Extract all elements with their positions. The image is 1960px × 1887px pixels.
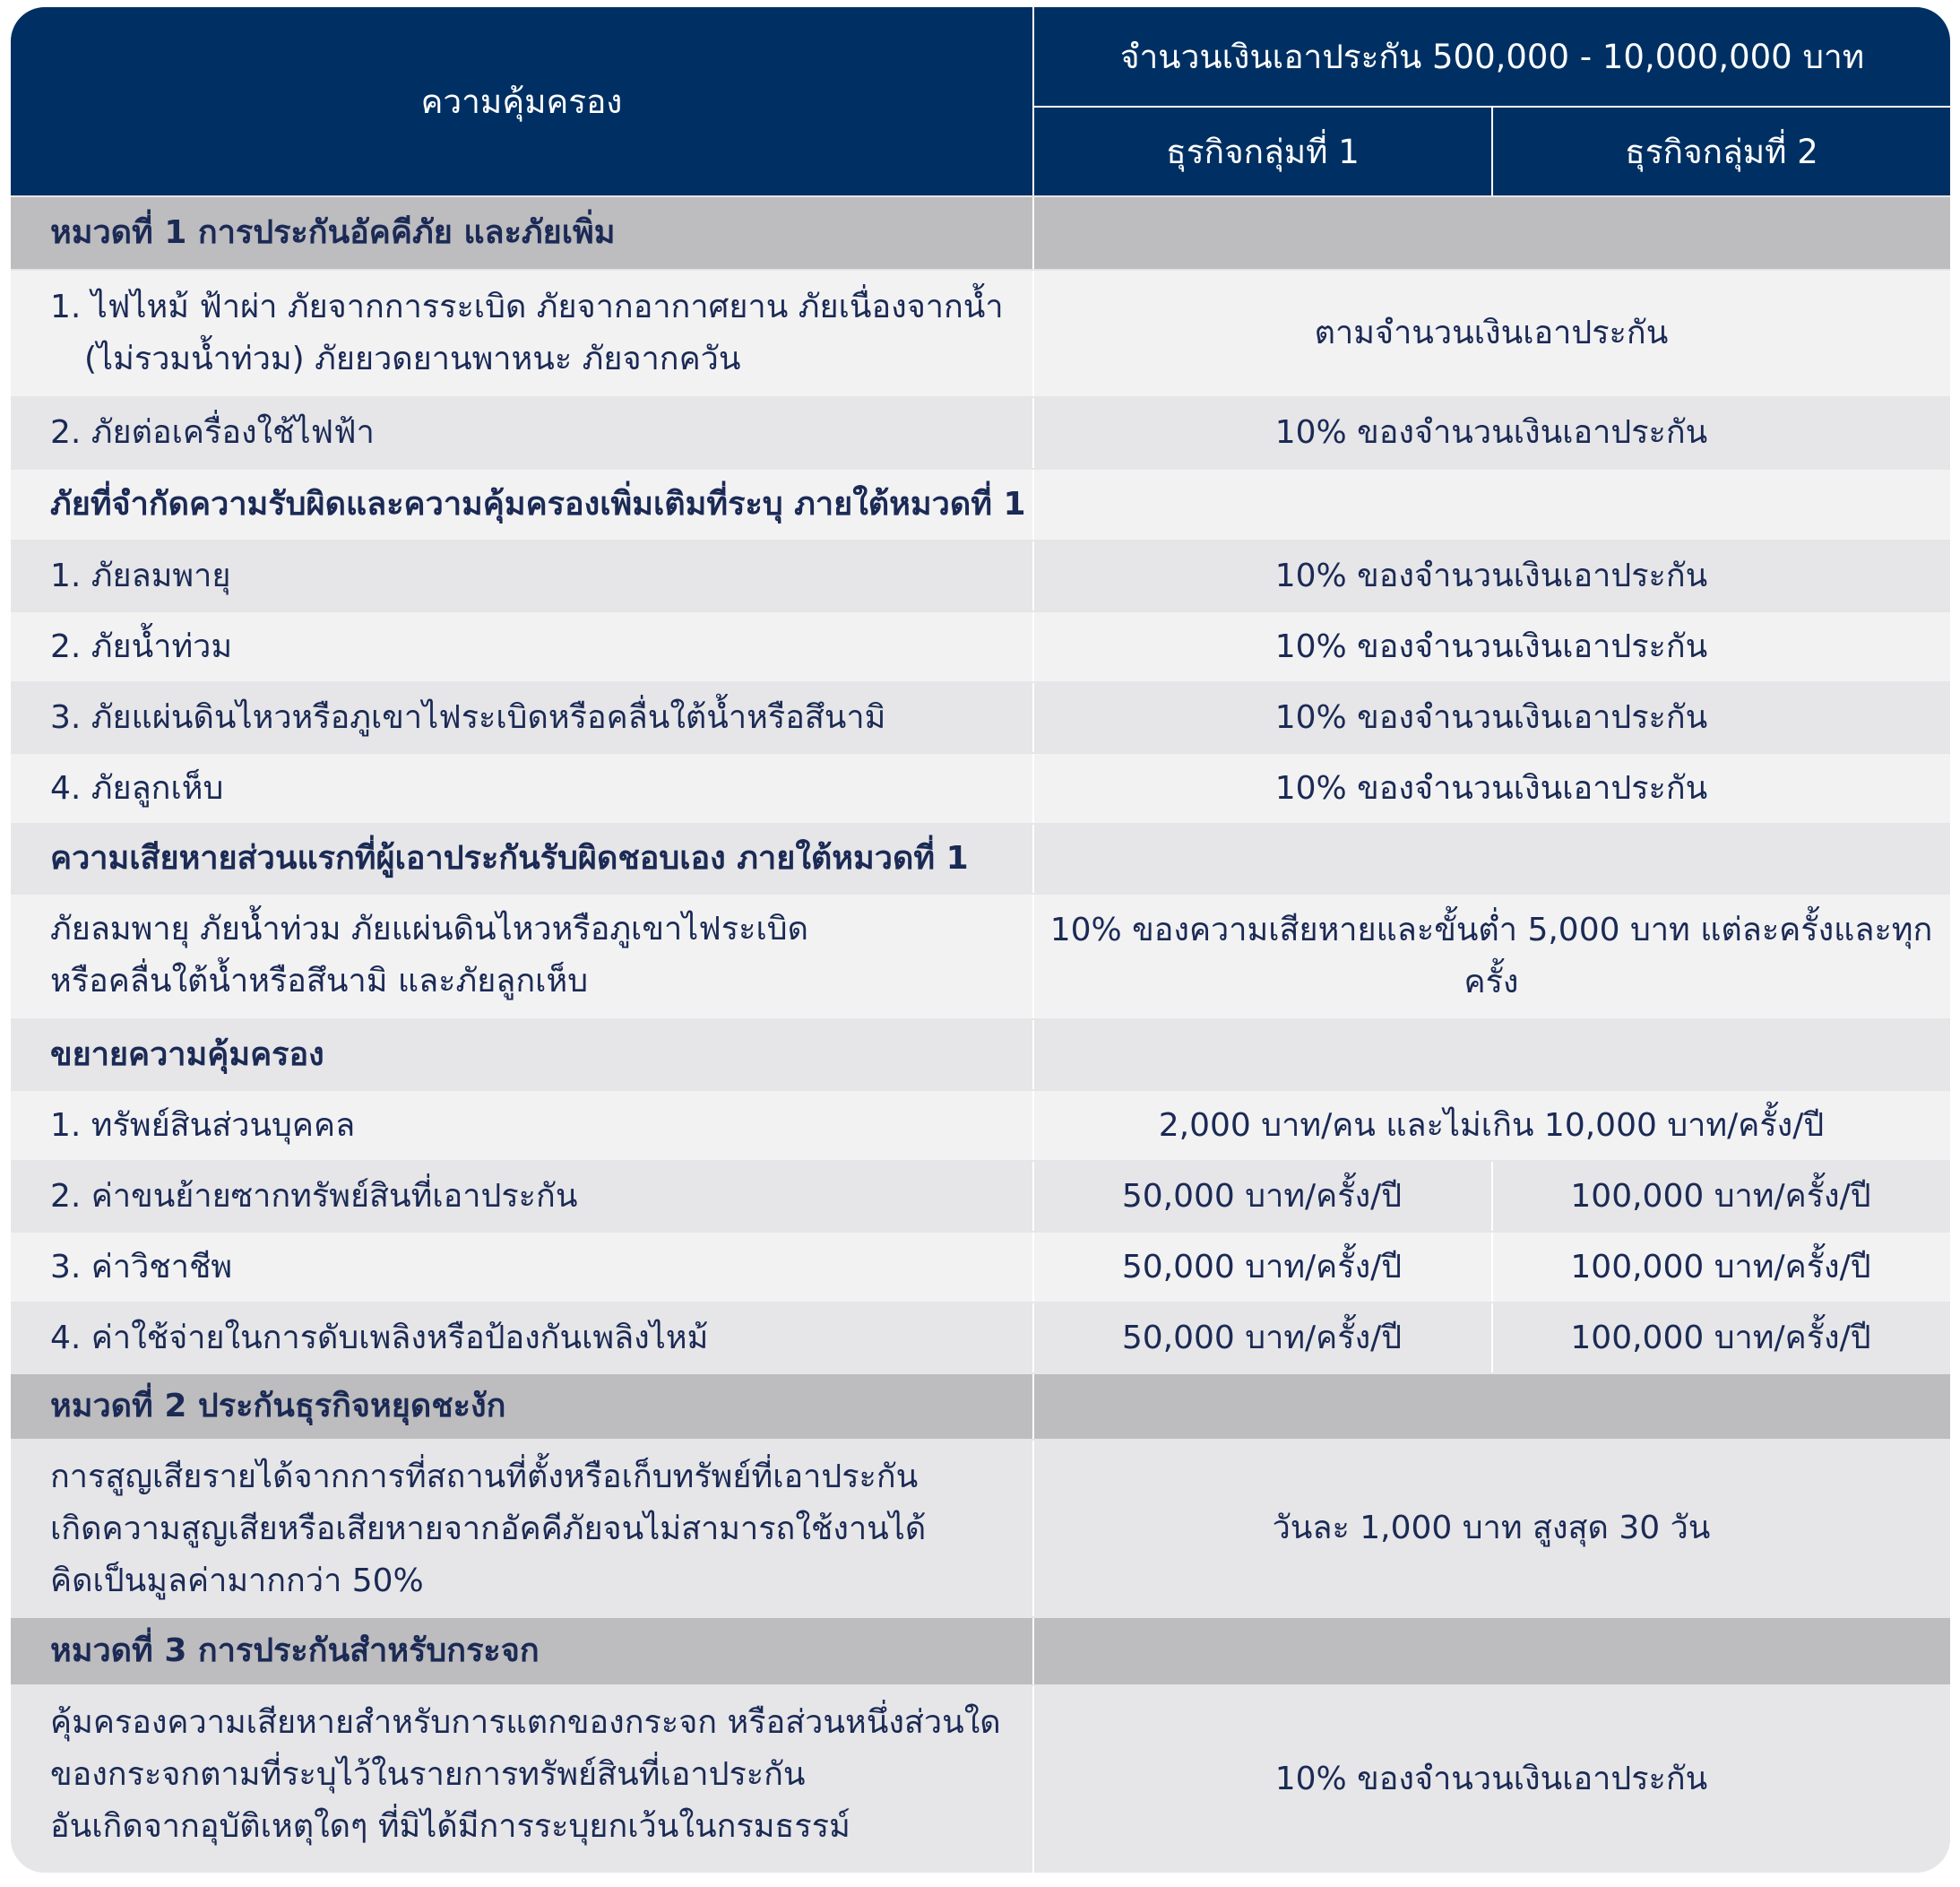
deductible-value: 10% ของความเสียหายและขั้นต่ำ 5,000 บาท แต่ละครั้งและทุกครั้ง bbox=[1049, 912, 1933, 1000]
extension-item-group2: 100,000 บาท/ครั้ง/ปี bbox=[1570, 1248, 1871, 1285]
limited-item-value: 10% ของจำนวนเงินเอาประกัน bbox=[1274, 557, 1708, 594]
table-row bbox=[11, 1091, 1950, 1160]
deductible-line2: หรือคลื่นใต้น้ำหรือสึนามิ และภัยลูกเห็บ bbox=[50, 963, 589, 1000]
group2-header: ธุรกิจกลุ่มที่ 2 bbox=[1625, 132, 1818, 171]
table-row bbox=[11, 754, 1950, 823]
section2-line2: เกิดความสูญเสียหรือเสียหายจากอัคคีภัยจนไม่สามารถใช้งานได้ bbox=[50, 1510, 927, 1547]
section2-line3: คิดเป็นมูลค่ามากกว่า 50% bbox=[50, 1562, 424, 1599]
section3-title-row bbox=[11, 1618, 1950, 1684]
table-row bbox=[11, 1303, 1950, 1372]
section3-line1: คุ้มครองความเสียหายสำหรับการแตกของกระจก หรือส่วนหนึ่งส่วนใด bbox=[50, 1704, 1001, 1741]
extension-title: ขยายความคุ้มครอง bbox=[50, 1035, 324, 1073]
limited-item-value: 10% ของจำนวนเงินเอาประกัน bbox=[1274, 698, 1708, 736]
extension-item-label: 4. ค่าใช้จ่ายในการดับเพลิงหรือป้องกันเพลิงไหม้ bbox=[50, 1319, 709, 1356]
sum-insured-header: จำนวนเงินเอาประกัน 500,000 - 10,000,000 บาท bbox=[1119, 37, 1865, 76]
extension-item-group1: 50,000 บาท/ครั้ง/ปี bbox=[1121, 1177, 1403, 1215]
table-row bbox=[11, 1162, 1950, 1231]
limited-item-value: 10% ของจำนวนเงินเอาประกัน bbox=[1274, 628, 1708, 665]
extension-item-label: 2. ค่าขนย้ายซากทรัพย์สินที่เอาประกัน bbox=[50, 1177, 578, 1215]
extension-item-group2: 100,000 บาท/ครั้ง/ปี bbox=[1570, 1319, 1871, 1356]
limited-item-label: 3. ภัยแผ่นดินไหวหรือภูเขาไฟระเบิดหรือคลื่นใต้น้ำหรือสึนามิ bbox=[50, 698, 886, 736]
table-row bbox=[11, 1233, 1950, 1302]
limited-item-label: 4. ภัยลูกเห็บ bbox=[50, 769, 224, 807]
deductible-line1: ภัยลมพายุ ภัยน้ำท่วม ภัยแผ่นดินไหวหรือภูเขาไฟระเบิด bbox=[50, 911, 808, 948]
extension-item-group1: 50,000 บาท/ครั้ง/ปี bbox=[1121, 1248, 1403, 1285]
section1-item2-value: 10% ของจำนวนเงินเอาประกัน bbox=[1274, 414, 1708, 451]
section2-line1: การสูญเสียรายได้จากการที่สถานที่ตั้งหรือเก็บทรัพย์ที่เอาประกัน bbox=[50, 1459, 919, 1495]
table-row bbox=[11, 541, 1950, 610]
section2-value: วันละ 1,000 บาท สูงสุด 30 วัน bbox=[1272, 1510, 1711, 1546]
section3-line3: อันเกิดจากอุบัติเหตุใดๆ ที่มิได้มีการระบุยกเว้นในกรมธรรม์ bbox=[50, 1808, 850, 1845]
limited-item-label: 2. ภัยน้ำท่วม bbox=[50, 628, 233, 665]
table-row bbox=[11, 612, 1950, 681]
table-row bbox=[11, 1686, 1950, 1873]
section1-item1-line2: (ไม่รวมน้ำท่วม) ภัยยวดยานพาหนะ ภัยจากควัน bbox=[84, 341, 741, 377]
extension-item1: 1. ทรัพย์สินส่วนบุคคล bbox=[50, 1106, 356, 1144]
extension-title-row bbox=[11, 1020, 1950, 1089]
deductible-title-row bbox=[11, 825, 1950, 893]
table-row bbox=[11, 895, 1950, 1018]
limited-title-row bbox=[11, 470, 1950, 540]
table-row bbox=[11, 683, 1950, 752]
section1-item1-value: ตามจำนวนเงินเอาประกัน bbox=[1314, 315, 1669, 351]
table-row bbox=[11, 271, 1950, 396]
coverage-column-header: ความคุ้มครอง bbox=[420, 82, 623, 121]
limited-item-label: 1. ภัยลมพายุ bbox=[50, 557, 231, 594]
extension-item-label: 3. ค่าวิชาชีพ bbox=[50, 1248, 233, 1285]
group1-header: ธุรกิจกลุ่มที่ 1 bbox=[1166, 132, 1360, 171]
section2-title-row bbox=[11, 1374, 1950, 1439]
deductible-title: ความเสียหายส่วนแรกที่ผู้เอาประกันรับผิดชอบเอง ภายใต้หมวดที่ 1 bbox=[50, 840, 969, 877]
limited-title: ภัยที่จำกัดความรับผิดและความคุ้มครองเพิ่มเติมที่ระบุ ภายใต้หมวดที่ 1 bbox=[50, 486, 1026, 523]
section1-item2: 2. ภัยต่อเครื่องใช้ไฟฟ้า bbox=[50, 414, 375, 451]
section2-title: หมวดที่ 2 ประกันธุรกิจหยุดชะงัก bbox=[50, 1388, 506, 1424]
section3-line2: ของกระจกตามที่ระบุไว้ในรายการทรัพย์สินที่เอาประกัน bbox=[50, 1756, 806, 1793]
extension-item-group1: 50,000 บาท/ครั้ง/ปี bbox=[1121, 1319, 1403, 1356]
section3-value: 10% ของจำนวนเงินเอาประกัน bbox=[1274, 1761, 1708, 1797]
table-header bbox=[11, 7, 1950, 195]
extension-item-group2: 100,000 บาท/ครั้ง/ปี bbox=[1570, 1177, 1871, 1215]
coverage-table bbox=[11, 7, 1950, 1873]
table-row bbox=[11, 398, 1950, 468]
section1-title-row bbox=[11, 197, 1950, 269]
table-row bbox=[11, 1441, 1950, 1616]
limited-item-value: 10% ของจำนวนเงินเอาประกัน bbox=[1274, 769, 1708, 807]
extension-item1-value: 2,000 บาท/คน และไม่เกิน 10,000 บาท/ครั้ง/ปี bbox=[1158, 1106, 1825, 1144]
section1-title: หมวดที่ 1 การประกันอัคคีภัย และภัยเพิ่ม bbox=[50, 214, 616, 251]
section3-title: หมวดที่ 3 การประกันสำหรับกระจก bbox=[50, 1632, 540, 1669]
section1-item1-line1: 1. ไฟไหม้ ฟ้าผ่า ภัยจากการระเบิด ภัยจากอากาศยาน ภัยเนื่องจากน้ำ bbox=[50, 289, 1004, 325]
